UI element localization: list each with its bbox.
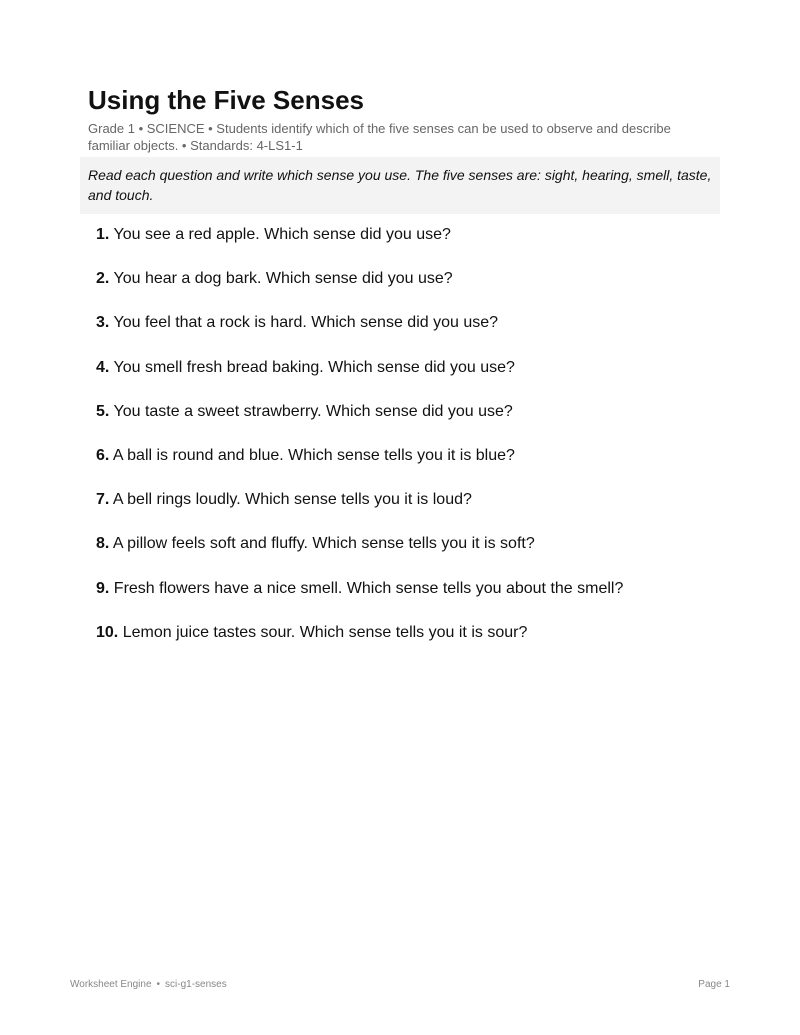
question-text: Fresh flowers have a nice smell. Which sense tells you about the smell?: [113, 579, 624, 597]
footer-separator: •: [156, 979, 161, 990]
question-text: A bell rings loudly. Which sense tells you it is loud?: [112, 491, 472, 509]
worksheet-meta: Grade 1 • SCIENCE • Students identify which of the five senses can be used to observe and describe familiar objects. • Standards: 4-LS1-1: [88, 121, 671, 153]
question-number: 4.: [96, 358, 110, 376]
question-text: A pillow feels soft and fluffy. Which sense tells you it is soft?: [112, 535, 535, 553]
question-text: Lemon juice tastes sour. Which sense tells you it is sour?: [122, 623, 528, 641]
question-text: You feel that a rock is hard. Which sense did you use?: [113, 314, 499, 332]
question-item: [96, 578, 736, 622]
question-item: [96, 401, 736, 445]
question-number: 5.: [96, 402, 110, 420]
footer-source: [70, 978, 227, 991]
question-number: 2.: [96, 270, 110, 288]
question-number: 3.: [96, 314, 110, 332]
question-item: [96, 357, 736, 401]
question-number: 8.: [96, 535, 110, 553]
question-number: 1.: [96, 226, 110, 243]
question-text: You smell fresh bread baking. Which sense did you use?: [113, 358, 515, 376]
question-text: You taste a sweet strawberry. Which sense did you use?: [113, 402, 513, 420]
question-item: [96, 622, 736, 666]
question-item: [96, 312, 736, 356]
question-item: [96, 445, 736, 489]
worksheet-title: Using the Five Senses: [88, 85, 364, 115]
question-item: [96, 224, 736, 268]
footer-engine: Worksheet Engine: [70, 979, 152, 990]
question-number: 6.: [96, 446, 110, 464]
question-list: [96, 224, 736, 666]
question-number: 10.: [96, 623, 119, 641]
question-item: [96, 268, 736, 312]
question-text: You hear a dog bark. Which sense did you use?: [113, 270, 453, 288]
footer-worksheet-id: sci-g1-senses: [165, 979, 227, 990]
footer-page-number: Page 1: [698, 979, 730, 990]
question-item: [96, 489, 736, 533]
question-text: A ball is round and blue. Which sense tells you it is blue?: [112, 446, 515, 464]
question-item: [96, 533, 736, 577]
question-text: You see a red apple. Which sense did you use?: [113, 226, 451, 243]
instructions-box: Read each question and write which sense you use. The five senses are: sight, hearing, smell, taste, and touch.: [80, 157, 720, 214]
question-number: 9.: [96, 579, 110, 597]
question-number: 7.: [96, 491, 110, 509]
